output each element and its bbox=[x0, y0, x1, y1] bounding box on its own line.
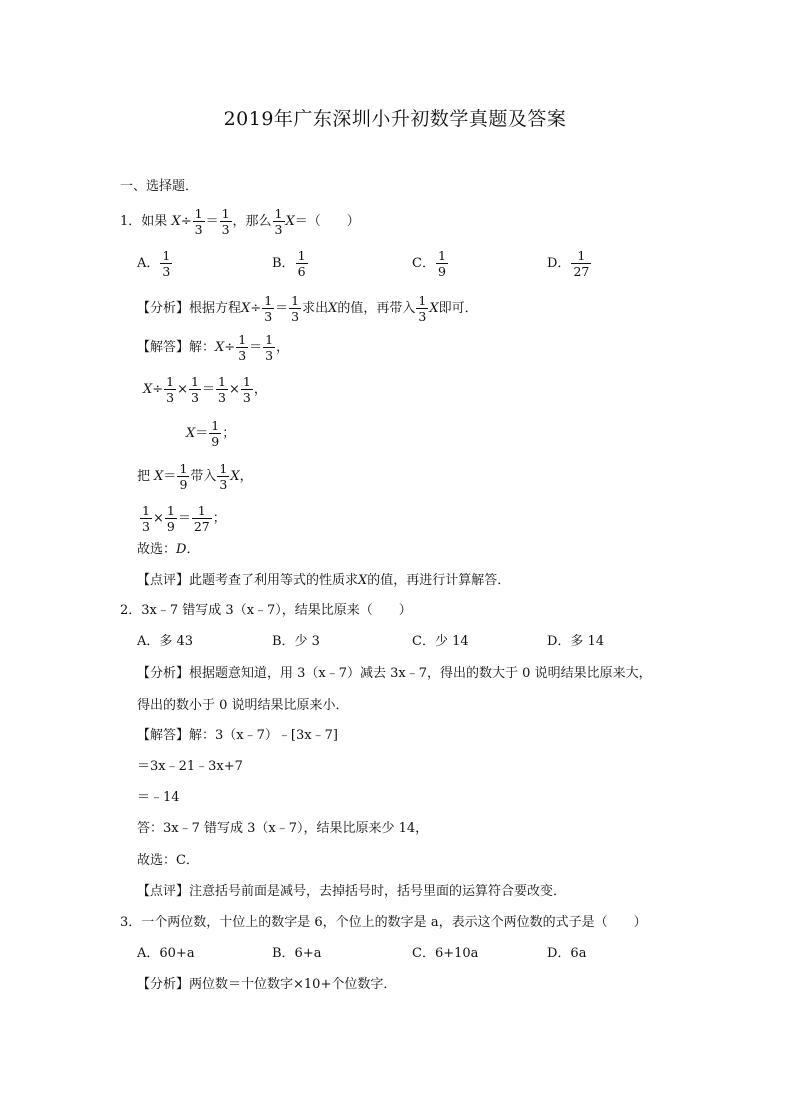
fraction bbox=[216, 374, 228, 405]
denominator: 6 bbox=[297, 264, 306, 279]
option-c: C．少 14 bbox=[412, 634, 469, 649]
denominator: 9 bbox=[166, 519, 175, 534]
comma: ， bbox=[253, 382, 267, 397]
denominator: 3 bbox=[264, 309, 273, 324]
analysis-text: 根据题意知道，用 3（x﹣7）减去 3x﹣7，得出的数大于 0 说明结果比原来大， bbox=[189, 666, 652, 681]
numerator: 1 bbox=[418, 293, 427, 308]
option-label: D． bbox=[547, 256, 571, 271]
fraction bbox=[571, 248, 591, 279]
numerator: 1 bbox=[297, 248, 306, 263]
numerator: 1 bbox=[142, 503, 150, 518]
q2-analysis-line-1 bbox=[137, 665, 652, 683]
numerator: 1 bbox=[571, 248, 591, 264]
equals-sign: ＝ bbox=[201, 382, 215, 397]
numerator: 1 bbox=[179, 461, 188, 476]
fraction bbox=[263, 332, 275, 363]
analysis-tag: 【分析】 bbox=[137, 301, 190, 316]
div-sign: ÷ bbox=[152, 382, 164, 397]
var-x: X bbox=[154, 469, 164, 484]
solution-text: 带入 bbox=[190, 469, 217, 484]
q2-solution-line-3: ＝﹣14 bbox=[137, 790, 180, 805]
numerator: 1 bbox=[221, 206, 230, 221]
analysis-tag: 【分析】 bbox=[137, 666, 190, 681]
analysis-tag: 【分析】 bbox=[137, 977, 190, 992]
q1-solution-line-2 bbox=[143, 374, 267, 405]
var-x: X bbox=[186, 426, 196, 441]
numerator: 1 bbox=[274, 206, 283, 221]
equals-sign: ＝ bbox=[195, 426, 209, 441]
analysis-text: 两位数＝十位数字×10+个位数字． bbox=[189, 977, 397, 992]
numerator: 1 bbox=[291, 293, 300, 308]
q2-answer: 答：3x﹣7 错写成 3（x﹣7），结果比原来少 14， bbox=[137, 821, 429, 836]
q1-solution-line-4 bbox=[137, 461, 253, 492]
var-x: X bbox=[328, 301, 338, 316]
q3-stem bbox=[120, 914, 647, 932]
denominator: 9 bbox=[179, 477, 188, 492]
section-heading: 一、选择题． bbox=[120, 179, 199, 194]
numerator: 1 bbox=[192, 503, 212, 519]
var-x: X bbox=[358, 573, 368, 588]
solution-text: 解： bbox=[189, 340, 216, 355]
option-a bbox=[137, 248, 173, 279]
denominator: 3 bbox=[291, 309, 300, 324]
analysis-text: 根据方程 bbox=[189, 301, 242, 316]
denominator: 3 bbox=[219, 477, 228, 492]
choice-text: 故选： bbox=[137, 542, 177, 557]
fraction bbox=[140, 503, 152, 534]
fraction bbox=[193, 206, 205, 237]
times-sign: × bbox=[177, 382, 189, 397]
numerator: 1 bbox=[437, 248, 446, 263]
comment-text: 的值，再进行计算解答． bbox=[367, 573, 511, 588]
numerator: 1 bbox=[166, 503, 175, 518]
times-sign: × bbox=[152, 511, 164, 526]
fraction bbox=[289, 293, 301, 324]
option-a: A．多 43 bbox=[137, 634, 194, 649]
analysis-text: 的值，再带入 bbox=[337, 301, 416, 316]
comment-text: 此题考查了利用等式的性质求 bbox=[189, 573, 359, 588]
option-c: C．6+10a bbox=[412, 946, 479, 961]
solution-tag: 【解答】 bbox=[137, 340, 190, 355]
denominator: 27 bbox=[573, 264, 590, 279]
denominator: 3 bbox=[418, 309, 427, 324]
comment-tag: 【点评】 bbox=[137, 573, 190, 588]
q2-stem bbox=[120, 602, 412, 620]
q1-comment bbox=[137, 572, 510, 590]
choice-answer: D bbox=[176, 542, 187, 557]
equals-sign: ＝ bbox=[249, 340, 263, 355]
var-x: X bbox=[429, 301, 439, 316]
div-sign: ÷ bbox=[180, 214, 192, 229]
equals-sign: ＝ bbox=[275, 301, 289, 316]
semicolon: ； bbox=[222, 426, 236, 441]
var-x: X bbox=[171, 214, 181, 229]
fraction bbox=[241, 374, 253, 405]
option-b bbox=[272, 248, 309, 279]
equals-sign: ＝ bbox=[163, 469, 177, 484]
denominator: 27 bbox=[193, 519, 210, 534]
option-a: A．60+a bbox=[137, 946, 195, 961]
fraction bbox=[177, 461, 189, 492]
denominator: 3 bbox=[218, 390, 226, 405]
semicolon: ； bbox=[212, 511, 226, 526]
denominator: 3 bbox=[274, 222, 283, 237]
var-x: X bbox=[230, 469, 240, 484]
denominator: 9 bbox=[437, 264, 446, 279]
fraction bbox=[262, 293, 274, 324]
period: ． bbox=[186, 542, 200, 557]
var-x: X bbox=[215, 340, 225, 355]
numerator: 1 bbox=[242, 374, 251, 389]
fraction bbox=[273, 206, 285, 237]
comment-text: 注意括号前面是减号，去掉括号时，括号里面的运算符合要改变． bbox=[189, 884, 567, 899]
analysis-text: 求出 bbox=[302, 301, 329, 316]
numerator: 1 bbox=[191, 374, 199, 389]
option-d: D．6a bbox=[547, 946, 587, 961]
option-b: B．6+a bbox=[272, 946, 322, 961]
fraction bbox=[436, 248, 448, 279]
option-d bbox=[547, 248, 592, 279]
denominator: 3 bbox=[194, 222, 203, 237]
denominator: 3 bbox=[221, 222, 230, 237]
denominator: 3 bbox=[166, 390, 175, 405]
equals-sign: ＝ bbox=[177, 511, 191, 526]
div-sign: ÷ bbox=[224, 340, 236, 355]
denominator: 3 bbox=[191, 390, 199, 405]
q3-analysis bbox=[137, 976, 396, 994]
q2-comment bbox=[137, 883, 566, 901]
q1-solution-line-3 bbox=[186, 418, 235, 449]
numerator: 1 bbox=[264, 293, 273, 308]
fraction bbox=[160, 248, 172, 279]
comment-tag: 【点评】 bbox=[137, 884, 190, 899]
fraction bbox=[189, 374, 201, 405]
fraction bbox=[236, 332, 248, 363]
option-c bbox=[412, 248, 449, 279]
q2-stem-text: 3x﹣7 错写成 3（x﹣7），结果比原来（ ） bbox=[141, 603, 412, 618]
times-sign: × bbox=[228, 382, 240, 397]
fraction bbox=[164, 374, 176, 405]
page-title: 2019年广东深圳小升初数学真题及答案 bbox=[223, 108, 567, 130]
fraction bbox=[416, 293, 428, 324]
comma: ， bbox=[276, 340, 290, 355]
q1-solution-line-5 bbox=[139, 503, 226, 534]
option-label: A． bbox=[137, 256, 160, 271]
solution-text: 把 bbox=[137, 469, 151, 484]
numerator: 1 bbox=[211, 418, 220, 433]
fraction bbox=[296, 248, 308, 279]
q1-analysis bbox=[137, 293, 478, 324]
var-x: X bbox=[143, 382, 153, 397]
fraction bbox=[217, 461, 229, 492]
numerator: 1 bbox=[219, 461, 228, 476]
numerator: 1 bbox=[194, 206, 203, 221]
denominator: 9 bbox=[211, 434, 220, 449]
q1-stem-text: 如果 bbox=[141, 214, 168, 229]
option-label: B． bbox=[272, 256, 295, 271]
fraction bbox=[209, 418, 221, 449]
numerator: 1 bbox=[218, 374, 226, 389]
q3-number: 3． bbox=[120, 915, 142, 930]
numerator: 1 bbox=[238, 332, 247, 347]
comma: ， bbox=[239, 469, 253, 484]
var-x: X bbox=[241, 301, 251, 316]
q1-solution-line-1 bbox=[137, 332, 289, 363]
fraction bbox=[165, 503, 177, 534]
q2-solution-line-1 bbox=[137, 727, 338, 745]
fraction bbox=[192, 503, 212, 534]
q1-number: 1． bbox=[120, 214, 142, 229]
denominator: 3 bbox=[242, 390, 251, 405]
var-x: X bbox=[285, 214, 295, 229]
denominator: 3 bbox=[142, 519, 150, 534]
q1-choice bbox=[137, 541, 199, 559]
option-label: C． bbox=[412, 256, 435, 271]
q1-stem bbox=[120, 206, 360, 237]
q2-choice: 故选：C． bbox=[137, 853, 199, 868]
numerator: 1 bbox=[166, 374, 175, 389]
option-b: B．少 3 bbox=[272, 634, 320, 649]
q1-stem-text: ＝（ ） bbox=[294, 214, 360, 229]
analysis-text: 即可． bbox=[438, 301, 478, 316]
option-d: D．多 14 bbox=[547, 634, 605, 649]
denominator: 3 bbox=[238, 348, 247, 363]
q2-solution-line-2: ＝3x﹣21﹣3x+7 bbox=[137, 759, 243, 774]
solution-tag: 【解答】 bbox=[137, 728, 190, 743]
q1-stem-text: ，那么 bbox=[232, 214, 272, 229]
numerator: 1 bbox=[265, 332, 274, 347]
q2-analysis-line-2: 得出的数小于 0 说明结果比原来小． bbox=[137, 698, 349, 713]
equals-sign: ＝ bbox=[205, 214, 219, 229]
q2-number: 2． bbox=[120, 603, 142, 618]
fraction bbox=[220, 206, 232, 237]
solution-text: 解：3（x﹣7）﹣[3x﹣7] bbox=[189, 728, 338, 743]
denominator: 3 bbox=[265, 348, 274, 363]
numerator: 1 bbox=[162, 248, 171, 263]
q3-stem-text: 一个两位数，十位上的数字是 6，个位上的数字是 a，表示这个两位数的式子是（ ） bbox=[141, 915, 647, 930]
div-sign: ÷ bbox=[250, 301, 262, 316]
denominator: 3 bbox=[162, 264, 171, 279]
